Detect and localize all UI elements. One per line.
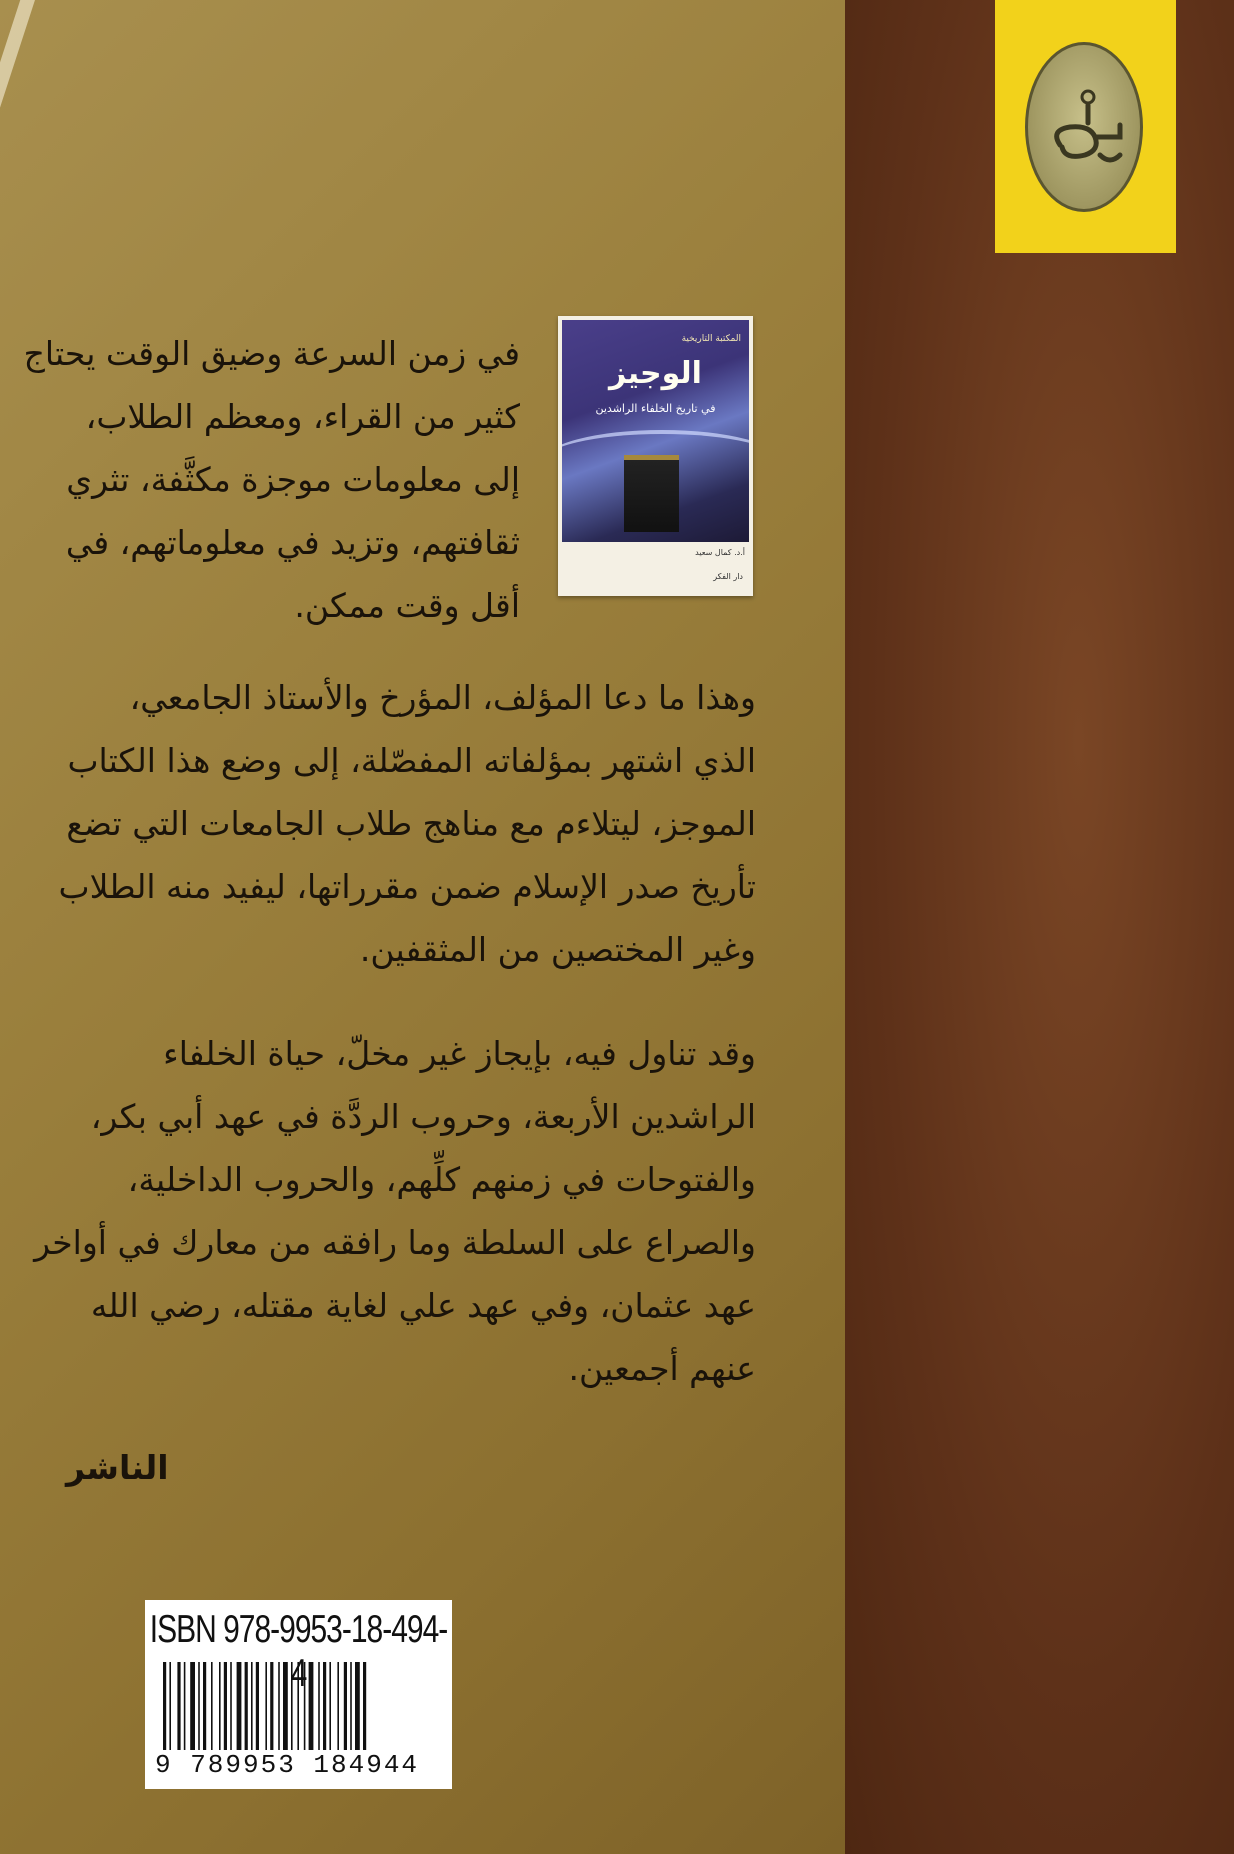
- text-line: والفتوحات في زمنهم كلِّهم، والحروب الداخلية،: [127, 1160, 756, 1199]
- publisher-emblem-icon: [1025, 42, 1143, 212]
- text-line: أقل وقت ممكن.: [294, 586, 520, 625]
- thumbnail-series: المكتبة التاريخية: [681, 334, 741, 344]
- text-line: والصراع على السلطة وما رافقه من معارك في أواخر: [34, 1223, 756, 1262]
- publisher-logo-box: [995, 0, 1176, 253]
- barcode-bars: [163, 1662, 434, 1750]
- isbn-label: ISBN 978-9953-18-494-4: [149, 1608, 448, 1696]
- text-line: الذي اشتهر بمؤلفاته المفصّلة، إلى وضع هذا الكتاب: [67, 741, 756, 780]
- decorative-stripe-highlight: [0, 0, 43, 507]
- text-line: كثير من القراء، ومعظم الطلاب،: [85, 397, 520, 436]
- text-line: وهذا ما دعا المؤلف، المؤرخ والأستاذ الجامعي،: [129, 678, 756, 717]
- book-cover-thumbnail: [558, 316, 753, 596]
- thumbnail-title: الوجيز: [609, 356, 702, 391]
- thumbnail-artwork: [562, 320, 749, 542]
- text-line: الراشدين الأربعة، وحروب الردَّة في عهد أبي بكر،: [90, 1097, 756, 1136]
- kaaba-image: [624, 455, 679, 532]
- blurb-paragraph-2: [60, 666, 756, 981]
- text-line: وغير المختصين من المثقفين.: [359, 930, 756, 969]
- cover-spine-panel: [845, 0, 1234, 1854]
- thumbnail-subtitle: في تاريخ الخلفاء الراشدين: [595, 402, 716, 415]
- barcode-digits: 9 789953 184944: [155, 1750, 420, 1780]
- text-line: عنهم أجمعين.: [568, 1349, 756, 1388]
- publisher-signature: الناشر: [66, 1448, 169, 1487]
- text-line: الموجز، ليتلاءم مع مناهج طلاب الجامعات التي تضع: [66, 804, 756, 843]
- blurb-paragraph-1: [23, 322, 520, 637]
- text-line: ثقافتهم، وتزيد في معلوماتهم، في: [65, 523, 520, 562]
- text-line: في زمن السرعة وضيق الوقت يحتاج: [23, 334, 520, 373]
- text-line: عهد عثمان، وفي عهد علي لغاية مقتله، رضي الله: [90, 1286, 756, 1325]
- text-line: وقد تناول فيه، بإيجاز غير مخلّ، حياة الخلفاء: [163, 1034, 756, 1073]
- text-line: إلى معلومات موجزة مكثَّفة، تثري: [66, 460, 520, 499]
- thumbnail-author: أ.د. كمال سعيد: [695, 548, 745, 557]
- blurb-paragraph-3: [34, 1022, 756, 1400]
- text-line: تأريخ صدر الإسلام ضمن مقرراتها، ليفيد منه الطلاب: [58, 867, 756, 906]
- thumbnail-publisher: دار الفكر: [713, 572, 743, 581]
- isbn-barcode: [145, 1600, 452, 1789]
